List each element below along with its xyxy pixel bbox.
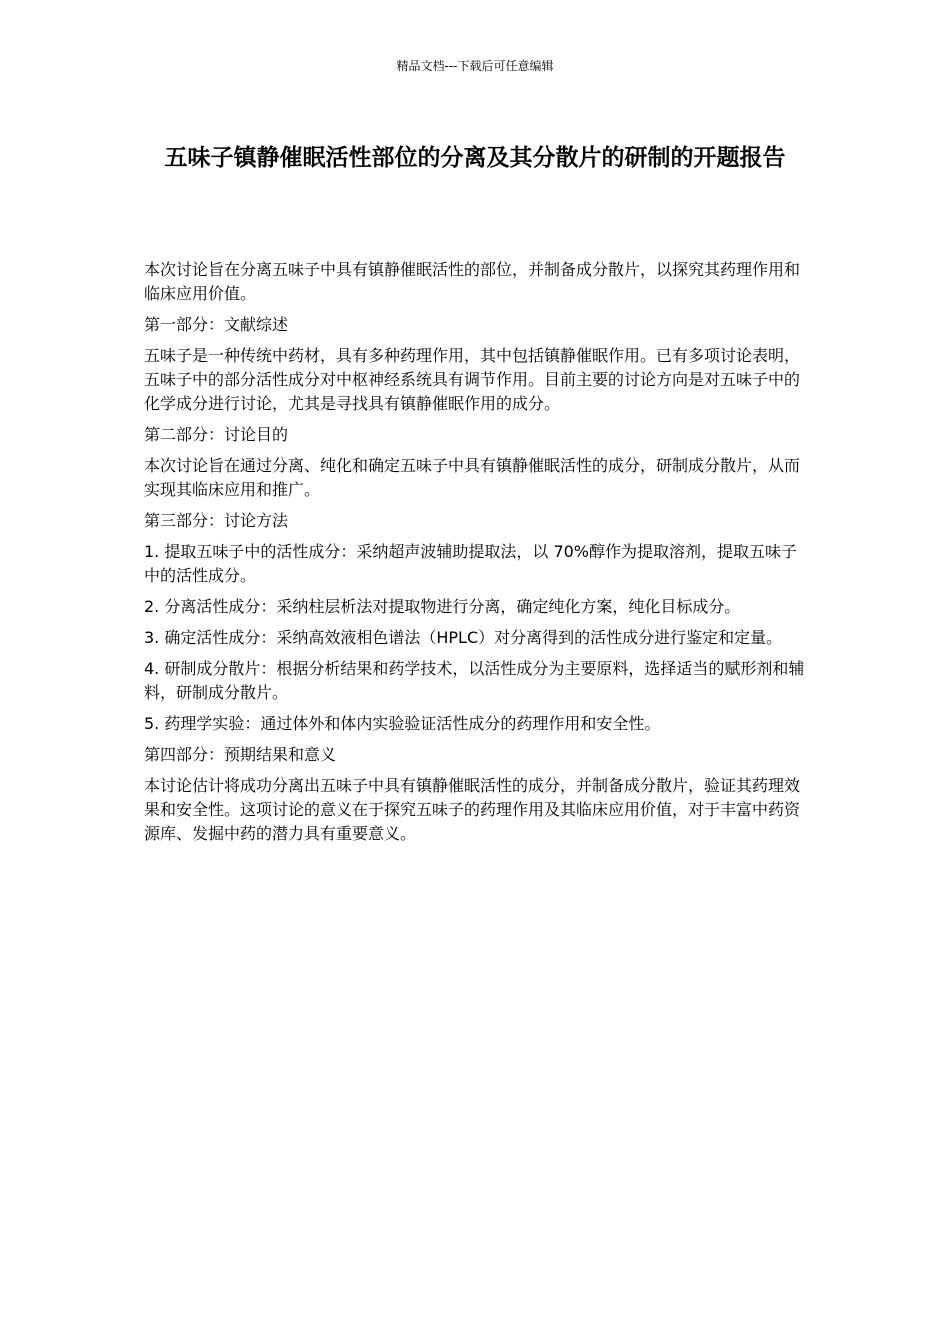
method-step-5: 5. 药理学实验：通过体外和体内实验验证活性成分的药理作用和安全性。 [144,714,661,733]
method-step-4: 4. 研制成分散片：根据分析结果和药学技术，以活性成分为主要原料，选择适当的赋形剂和辅料，研制成分散片。 [144,659,805,702]
document-title: 五味子镇静催眠活性部位的分离及其分散片的研制的开题报告 [164,145,786,171]
section-heading-literature-review: 第一部分：文献综述 [144,315,289,334]
expected-results-paragraph: 本讨论估计将成功分离出五味子中具有镇静催眠活性的成分，并制备成分散片，验证其药理效果和安全性。这项讨论的意义在于探究五味子的药理作用及其临床应用价值，对于丰富中药资源库、发掘中药的潜力具有重要意义。 [144,776,801,843]
section-heading-expected-results: 第四部分：预期结果和意义 [144,745,337,764]
intro-paragraph: 本次讨论旨在分离五味子中具有镇静催眠活性的部位，并制备成分散片，以探究其药理作用和临床应用价值。 [144,260,801,303]
literature-review-paragraph: 五味子是一种传统中药材，具有多种药理作用，其中包括镇静催眠作用。已有多项讨论表明，五味子中的部分活性成分对中枢神经系统具有调节作用。目前主要的讨论方向是对五味子中的化学成分进行讨论，尤其是寻找具有镇静催眠作用的成分。 [144,346,801,413]
method-step-3: 3. 确定活性成分：采纳高效液相色谱法（HPLC）对分离得到的活性成分进行鉴定和定量。 [144,628,783,647]
section-heading-methods: 第三部分：讨论方法 [144,511,289,530]
page-header-note: 精品文档---下载后可任意编辑 [396,59,554,73]
section-heading-purpose: 第二部分：讨论目的 [144,425,289,444]
method-step-1: 1. 提取五味子中的活性成分：采纳超声波辅助提取法，以 70%醇作为提取溶剂，提取五味子中的活性成分。 [144,542,798,585]
document-body [144,258,812,853]
method-step-2: 2. 分离活性成分：采纳柱层析法对提取物进行分离，确定纯化方案，纯化目标成分。 [144,597,741,616]
purpose-paragraph: 本次讨论旨在通过分离、纯化和确定五味子中具有镇静催眠活性的成分，研制成分散片，从而实现其临床应用和推广。 [144,456,801,499]
